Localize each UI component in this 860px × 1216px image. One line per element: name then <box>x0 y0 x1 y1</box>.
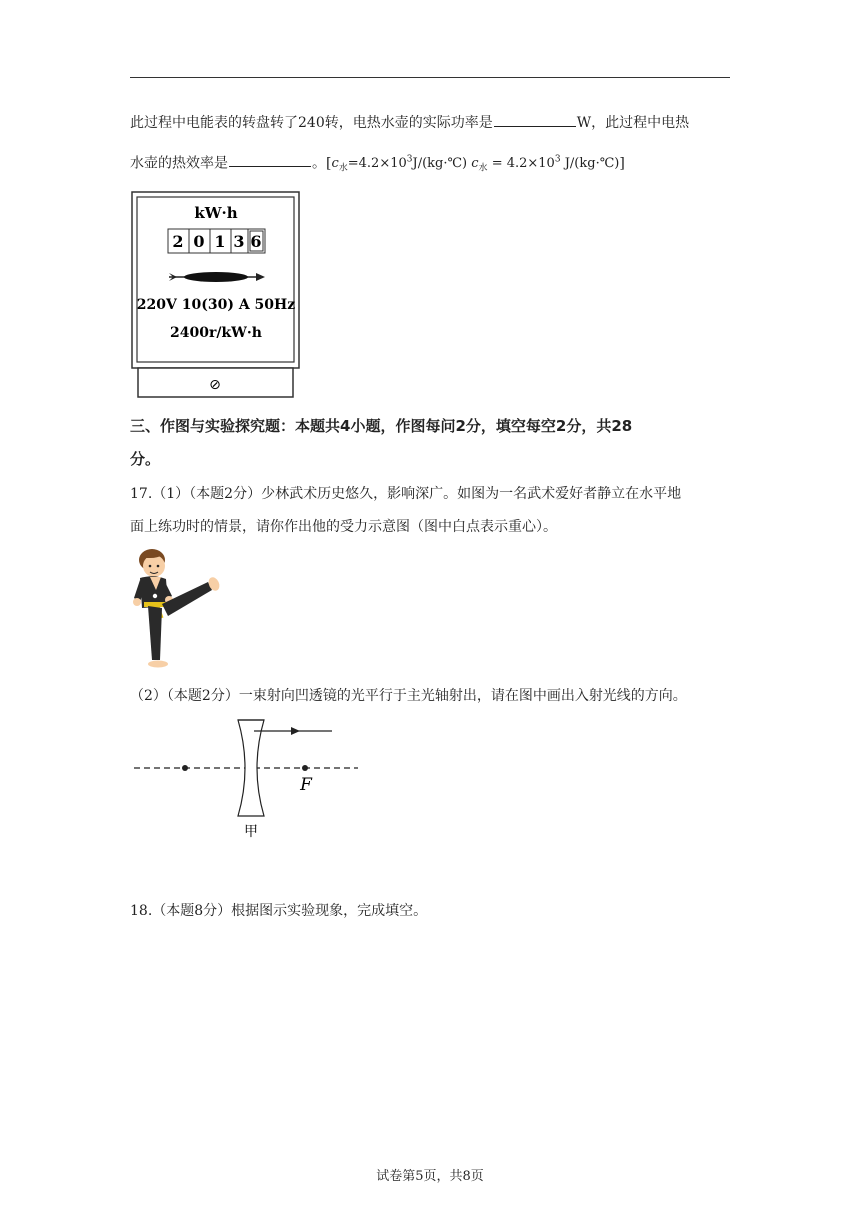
meter-spec: 220V 10(30) A 50Hz <box>136 297 296 313</box>
meter-svg <box>131 191 301 401</box>
lens-svg <box>130 712 370 847</box>
q16-text-d: 。[ <box>312 155 332 172</box>
page-footer: 试卷第5页，共8页 <box>376 1169 484 1184</box>
q18-text: 18.（本题8分）根据图示实验现象，完成填空。 <box>130 903 428 919</box>
power-answer-blank[interactable] <box>494 112 576 127</box>
electric-meter-figure <box>131 191 301 401</box>
meter-disk <box>184 272 248 282</box>
meter-unit: kW·h <box>194 204 238 222</box>
bracket-close: ] <box>619 155 625 172</box>
concave-lens-figure <box>130 712 370 847</box>
figure-caption: 甲 <box>244 824 258 840</box>
focus-label: F <box>300 775 312 795</box>
left-focal-point <box>182 765 188 771</box>
meter-digit-1: 2 <box>172 232 184 251</box>
terminal-symbol: ⊘ <box>209 377 221 393</box>
martial-artist-figure <box>128 546 228 671</box>
meter-digit-3: 1 <box>214 232 226 251</box>
section3-line1: 三、作图与实验探究题：本题共4小题，作图每问2分，填空每空2分，共28 <box>130 417 633 435</box>
ray-arrow <box>291 727 300 735</box>
q16-line2 <box>130 150 625 179</box>
q17-line1: 17.（1）（本题2分）少林武术历史悠久，影响深广。如图为一名武术爱好者静立在水平地 <box>130 486 682 502</box>
q16-text-a: 此过程中电能表的转盘转了240转，电热水壶的实际功率是 <box>130 115 493 131</box>
concave-lens <box>238 720 264 816</box>
meter-digit-5: 6 <box>250 232 262 251</box>
center-of-gravity <box>153 594 157 598</box>
q16-text-b: W，此过程中电热 <box>576 115 690 131</box>
right-focal-point <box>302 765 308 771</box>
efficiency-answer-blank[interactable] <box>229 152 311 167</box>
meter-digit-4: 3 <box>233 232 245 251</box>
q16-text-c: 水壶的热效率是 <box>130 155 228 172</box>
meter-rev-rate: 2400r/kW·h <box>170 325 262 341</box>
q16-line1 <box>130 112 689 133</box>
header-rule <box>130 77 730 78</box>
specific-heat-formula: $c_水=4.2\times 10^3J/(kg\cdot℃) c_水 = 4.2\times 10^3$ J/(kg·℃) <box>331 155 620 174</box>
martial-artist-svg <box>128 546 228 671</box>
standing-leg <box>148 606 162 660</box>
q17-line2: 面上练功时的情景，请你作出他的受力示意图（图中白点表示重心）。 <box>130 519 557 535</box>
q17-part2: （2）（本题2分）一束射向凹透镜的光平行于主光轴射出，请在图中画出入射光线的方向。 <box>130 688 687 704</box>
section3-line2: 分。 <box>130 450 161 468</box>
meter-digit-2: 0 <box>193 232 205 251</box>
